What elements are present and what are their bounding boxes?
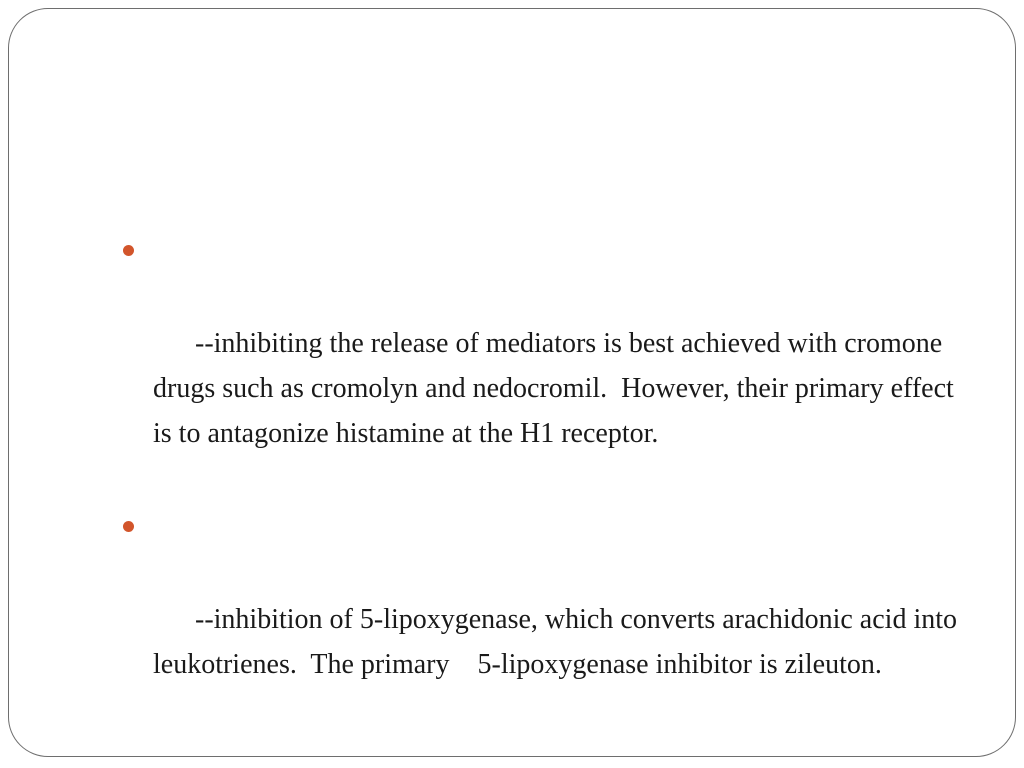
slide-frame xyxy=(8,8,1016,757)
bullet-dot-icon xyxy=(123,245,134,256)
bullet-item-cromone xyxy=(123,231,973,501)
bullet-text: --inhibition of 5-lipoxygenase, which converts arachidonic acid into leukotrienes. The primary 5-lipoxygenase inhibitor is zileuton. xyxy=(153,604,965,680)
bullet-list xyxy=(123,231,973,738)
bullet-item-lipoxygenase xyxy=(123,507,973,732)
bullet-text: --inhibiting the release of mediators is best achieved with cromone drugs such as cromolyn and nedocromil. However, their primary effect is to antagonize histamine at the H1 receptor. xyxy=(153,328,961,449)
bullet-dot-icon xyxy=(123,521,134,532)
